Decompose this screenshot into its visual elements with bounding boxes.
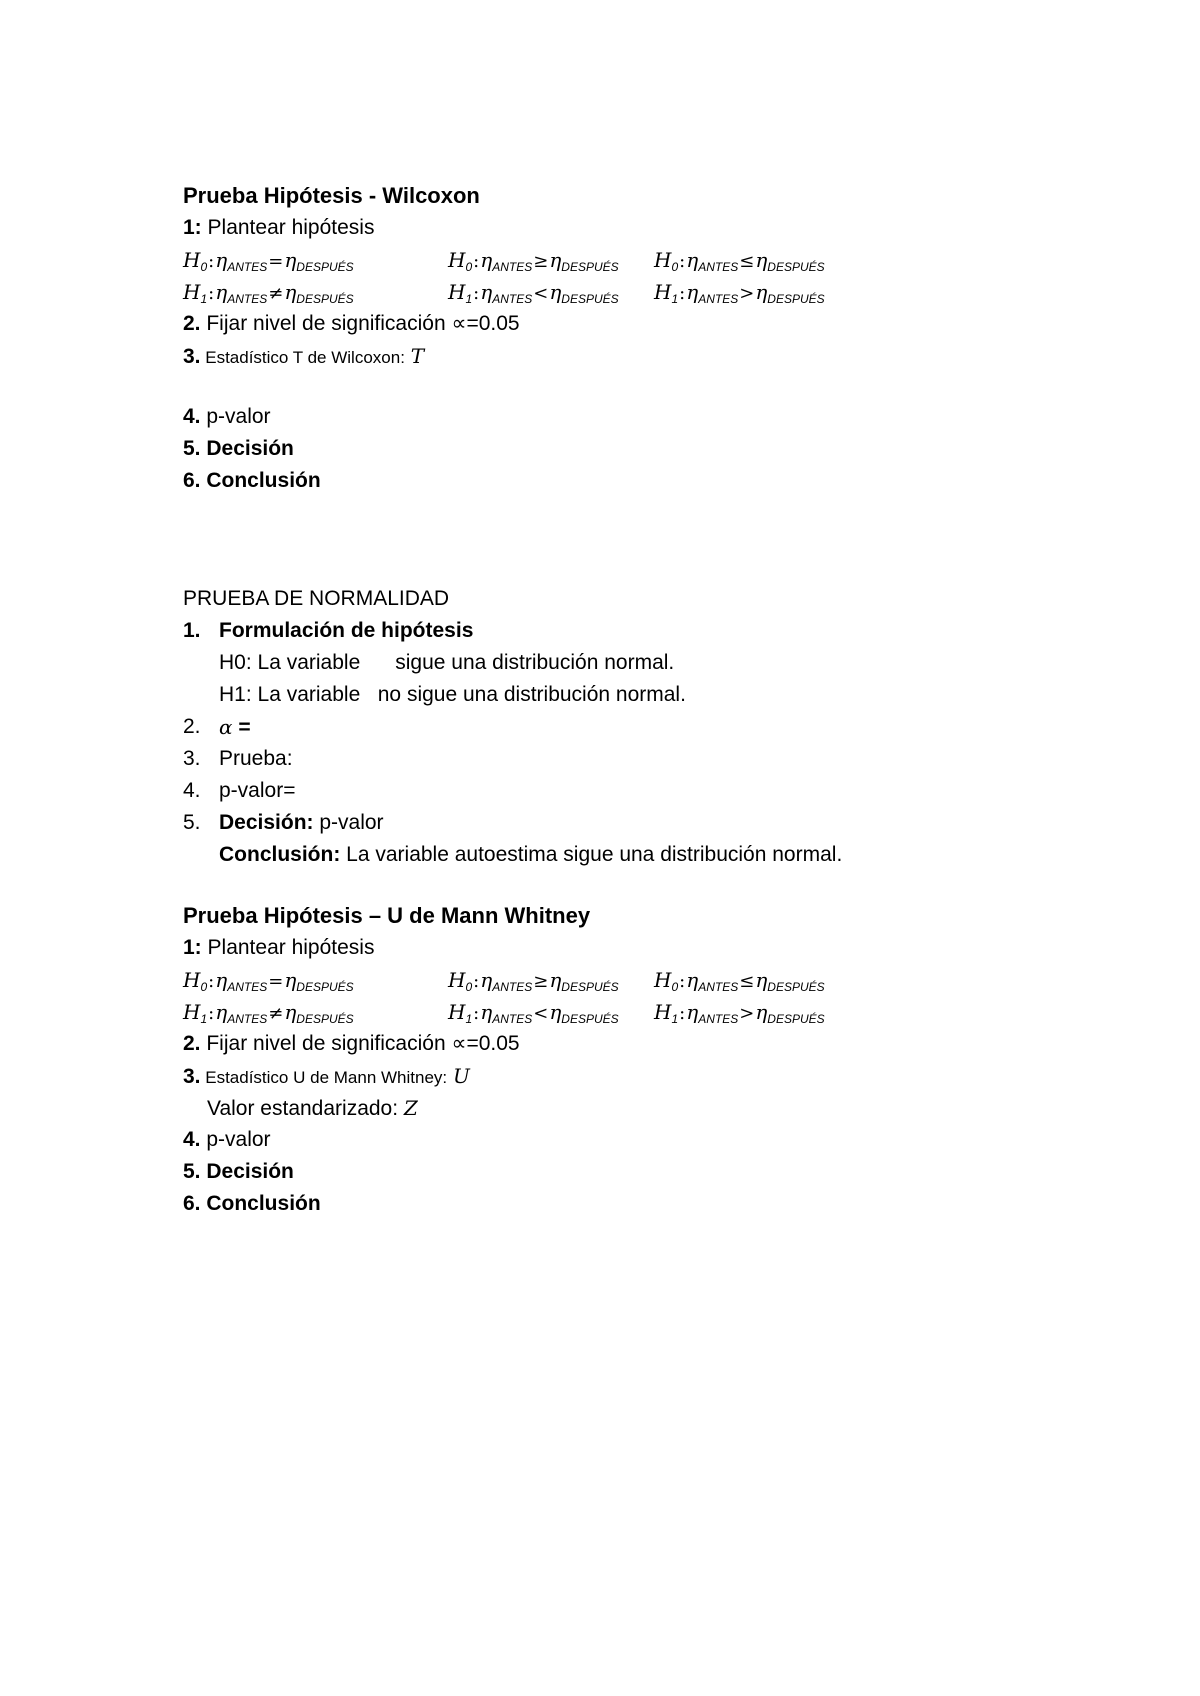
wilcoxon-step-1: 1: Plantear hipótesis (183, 216, 375, 239)
normalidad-title: PRUEBA DE NORMALIDAD (183, 587, 450, 610)
statistic-z-symbol: Z (403, 1096, 418, 1120)
wilcoxon-step-3: 3. Estadístico T de Wilcoxon: T (183, 344, 425, 368)
mann-step-4: 4. p-valor (183, 1128, 271, 1151)
wilcoxon-step-6: 6. Conclusión (183, 469, 321, 492)
h0-equal: $H_0:\eta_{ANTES}=\eta_{DESPUÉS}$ (183, 248, 354, 274)
normalidad-item-2: 2. α = (183, 715, 251, 739)
normalidad-item-4: 4. p-valor= (183, 779, 296, 802)
normalidad-item-1: 1. Formulación de hipótesis (183, 619, 474, 642)
wilcoxon-title: Prueba Hipótesis - Wilcoxon (183, 183, 480, 208)
normalidad-h1: H1: La variable no sigue una distribución normal. (219, 683, 686, 706)
mann-h0-equal: $H_0:\eta_{ANTES}=\eta_{DESPUÉS}$ (183, 968, 354, 994)
wilcoxon-step-4: 4. p-valor (183, 405, 271, 428)
wilcoxon-h1-row (183, 276, 1083, 308)
statistic-t-symbol: T (410, 344, 425, 368)
h1-less: $H_1:\eta_{ANTES}<\eta_{DESPUÉS}$ (448, 280, 619, 306)
mann-standardized-value: Valor estandarizado: Z (207, 1096, 418, 1120)
h0-greater-equal: $H_0:\eta_{ANTES}\ge\eta_{DESPUÉS}$ (448, 248, 619, 274)
mann-step-1: 1: Plantear hipótesis (183, 936, 375, 959)
normalidad-h0: H0: La variable sigue una distribución normal. (219, 651, 675, 674)
normalidad-item-3: 3. Prueba: (183, 747, 293, 770)
h1-not-equal: $H_1:\eta_{ANTES}\ne\eta_{DESPUÉS}$ (183, 280, 354, 306)
normalidad-item-5: 5. Decisión: p-valor (183, 811, 384, 834)
wilcoxon-step-5: 5. Decisión (183, 437, 294, 460)
mann-title: Prueba Hipótesis – U de Mann Whitney (183, 903, 591, 928)
alpha-symbol: α (219, 715, 233, 739)
alpha-value: ∝=0.05 (451, 312, 520, 335)
mann-h1-row (183, 996, 1083, 1028)
mann-alpha-value: ∝=0.05 (451, 1032, 520, 1055)
mann-step-3: 3. Estadístico U de Mann Whitney: U (183, 1064, 470, 1088)
mann-h1-greater: $H_1:\eta_{ANTES}>\eta_{DESPUÉS}$ (654, 1000, 825, 1026)
mann-step-2: 2. Fijar nivel de significación ∝=0.05 (183, 1032, 520, 1055)
mann-h0-less-equal: $H_0:\eta_{ANTES}\le\eta_{DESPUÉS}$ (654, 968, 825, 994)
h1-greater: $H_1:\eta_{ANTES}>\eta_{DESPUÉS}$ (654, 280, 825, 306)
statistic-u-symbol: U (452, 1064, 470, 1088)
wilcoxon-step-2: 2. Fijar nivel de significación ∝=0.05 (183, 312, 520, 335)
mann-step-6: 6. Conclusión (183, 1192, 321, 1215)
normalidad-conclusion: Conclusión: La variable autoestima sigue una distribución normal. (219, 843, 843, 866)
mann-step-5: 5. Decisión (183, 1160, 294, 1183)
wilcoxon-h0-row (183, 244, 1083, 276)
mann-h0-row (183, 964, 1083, 996)
mann-h1-not-equal: $H_1:\eta_{ANTES}\ne\eta_{DESPUÉS}$ (183, 1000, 354, 1026)
mann-h0-greater-equal: $H_0:\eta_{ANTES}\ge\eta_{DESPUÉS}$ (448, 968, 619, 994)
mann-h1-less: $H_1:\eta_{ANTES}<\eta_{DESPUÉS}$ (448, 1000, 619, 1026)
h0-less-equal: $H_0:\eta_{ANTES}\le\eta_{DESPUÉS}$ (654, 248, 825, 274)
document-page (183, 180, 1083, 1220)
